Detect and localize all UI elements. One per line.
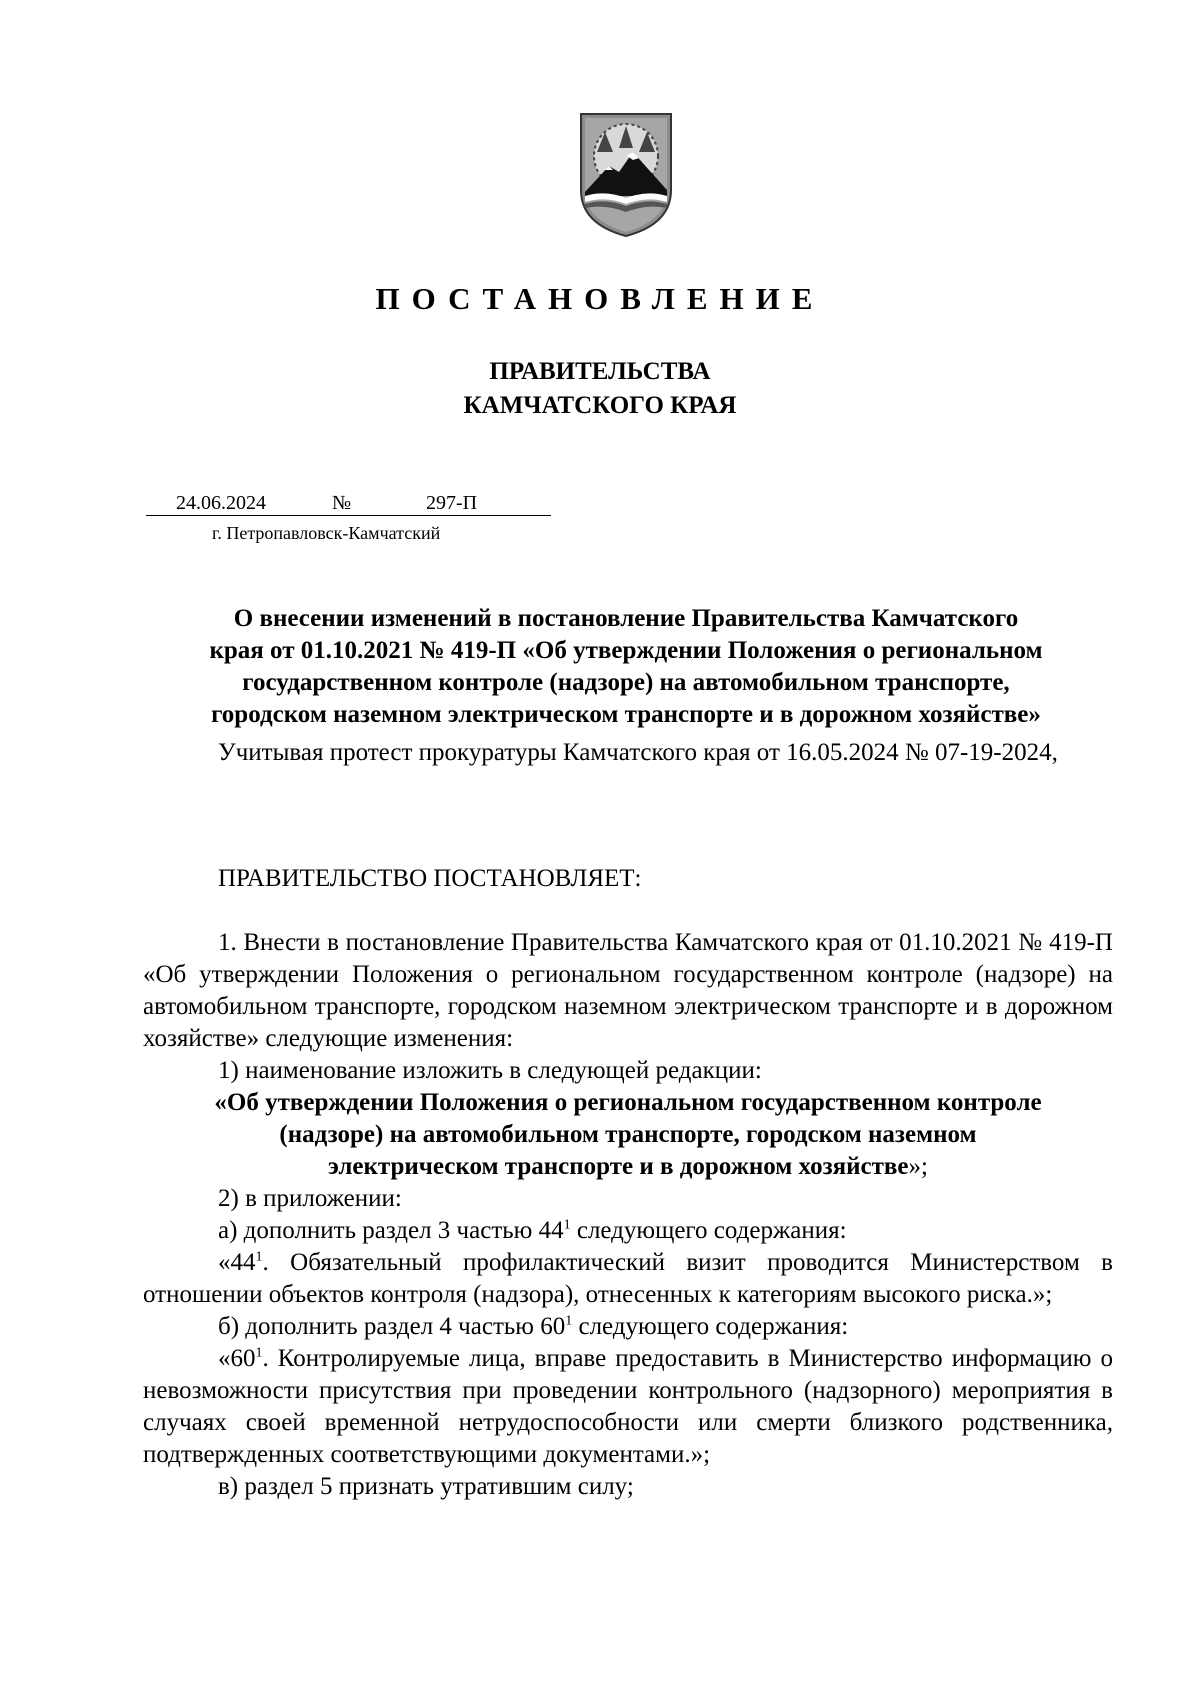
new-title-line: (надзоре) на автомобильном транспорте, городском наземном	[279, 1121, 977, 1148]
superscript: 1	[255, 1249, 263, 1265]
item-a-text: а) дополнить раздел 3 частью 44	[218, 1217, 564, 1244]
superscript: 1	[255, 1345, 263, 1361]
item-1-paragraph: 1. Внести в постановление Правительства Камчатского края от 01.10.2021 № 419-П «Об утверждении Положения о региональном государственном контроле (надзоре) на автомобильном транспорте, городском наземном электрическом транспорте и в дорожном хозяйстве» следующие изменения:	[143, 929, 1113, 1052]
item-c-paragraph: в) раздел 5 признать утратившим силу;	[218, 1473, 634, 1500]
item-1-2-paragraph: 2) в приложении:	[218, 1185, 402, 1212]
authority-line: КАМЧАТСКОГО КРАЯ	[463, 392, 737, 419]
heading-line: государственном контроле (надзоре) на автомобильном транспорте,	[242, 669, 1010, 696]
superscript: 1	[563, 1217, 571, 1233]
new-title-end: »;	[908, 1153, 928, 1180]
item-a-text-end: следующего содержания:	[570, 1217, 847, 1244]
new-title-last-line	[143, 1151, 1113, 1183]
preamble-paragraph: Учитывая протест прокуратуры Камчатского края от 16.05.2024 № 07-19-2024,	[218, 739, 1058, 766]
issuing-authority	[0, 355, 1200, 423]
heading-line: городском наземном электрическом транспорте и в дорожном хозяйстве»	[211, 701, 1041, 728]
quote-60-text: «60	[218, 1345, 256, 1372]
item-b-text: б) дополнить раздел 4 частью 60	[218, 1313, 566, 1340]
quote-60-paragraph	[143, 1343, 1113, 1471]
document-number: 297-П	[426, 492, 478, 514]
superscript: 1	[565, 1313, 573, 1329]
heading-line: края от 01.10.2021 № 419-П «Об утверждении Положения о региональном	[209, 637, 1043, 664]
heading-line: О внесении изменений в постановление Правительства Камчатского	[233, 605, 1019, 632]
item-1-1-paragraph: 1) наименование изложить в следующей редакции:	[218, 1057, 762, 1084]
quote-60-text-end: . Контролируемые лица, вправе предоставить в Министерство информацию о невозможности присутствия при проведении контрольного (надзорного) мероприятия в случаях своей временной нетрудоспособности или смерти близкого родственника, подтвержденных соответствующими документами.»;	[143, 1345, 1113, 1468]
quote-44-text-end: . Обязательный профилактический визит проводится Министерством в отношении объектов контроля (надзора), отнесенных к категориям высокого риска.»;	[143, 1249, 1113, 1308]
document-title: ПОСТАНОВЛЕНИЕ	[375, 281, 825, 316]
item-a-paragraph	[143, 1215, 1113, 1247]
document-date: 24.06.2024	[176, 492, 266, 514]
item-b-paragraph	[143, 1311, 1113, 1343]
decree-statement: ПРАВИТЕЛЬСТВО ПОСТАНОВЛЯЕТ:	[218, 865, 642, 892]
new-title-block	[143, 1087, 1113, 1183]
requisites-underline	[146, 515, 551, 516]
quote-44-paragraph	[143, 1247, 1113, 1311]
item-b-text-end: следующего содержания:	[572, 1313, 849, 1340]
authority-line: ПРАВИТЕЛЬСТВА	[489, 358, 711, 385]
kamchatka-coat-of-arms-icon	[575, 112, 677, 238]
new-title-line: «Об утверждении Положения о региональном государственном контроле	[214, 1089, 1042, 1116]
new-title-line: электрическом транспорте и в дорожном хозяйстве	[328, 1153, 909, 1180]
quote-44-text: «44	[218, 1249, 256, 1276]
preamble-block	[143, 737, 1113, 769]
document-heading	[140, 603, 1112, 731]
number-label: №	[332, 492, 352, 514]
document-city: г. Петропавловск-Камчатский	[212, 523, 441, 543]
main-body	[143, 927, 1113, 1503]
